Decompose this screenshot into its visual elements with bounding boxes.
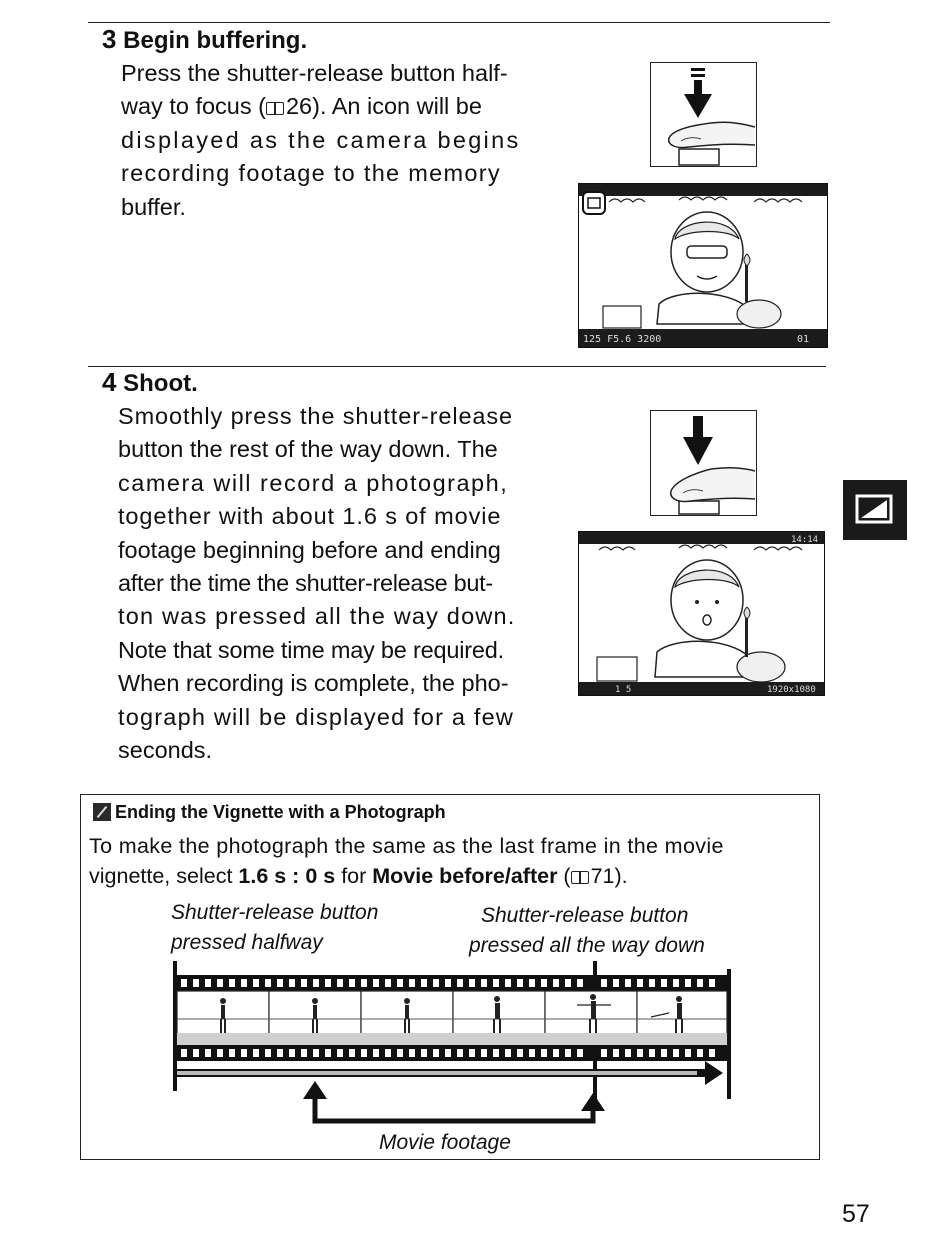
step4-line: Note that some time may be required.: [118, 636, 504, 663]
step4-title: Shoot.: [123, 370, 198, 397]
step4-line: tograph will be displayed for a few: [118, 703, 515, 730]
caption-line: Shutter-release button: [171, 901, 379, 924]
step4-line: ton was pressed all the way down.: [118, 603, 516, 630]
step3-line: displayed as the camera begins: [121, 126, 521, 153]
caption-line: pressed all the way down: [469, 934, 705, 957]
note-box: [80, 794, 820, 1160]
note-line: [89, 861, 815, 891]
step4-line: together with about 1.6 s of movie: [118, 503, 502, 530]
step3-title: Begin buffering.: [123, 27, 308, 54]
step3-rule: [88, 22, 830, 23]
step3-line: [121, 90, 521, 123]
step3-line: buffer.: [121, 193, 186, 220]
note-title-text: Ending the Vignette with a Photograph: [115, 802, 446, 822]
page-reference-link[interactable]: 71).: [590, 864, 628, 888]
step4-line: after the time the shutter-release but-: [118, 570, 493, 597]
buffering-status-text: 125 F5.6 3200: [583, 334, 662, 345]
half-press-illustration: [650, 62, 757, 167]
step3-text: [121, 57, 521, 224]
step3-line: recording footage to the memory: [121, 160, 501, 187]
step4-line: seconds.: [118, 737, 213, 764]
step4-text: [118, 400, 516, 767]
note-title: [93, 802, 446, 823]
shoot-bottom-left-text: 1 5: [615, 685, 632, 695]
note-text: [89, 831, 815, 891]
buffering-count-text: 01: [797, 334, 810, 345]
side-tab: [843, 480, 907, 540]
note-text-part: vignette, select: [89, 864, 239, 888]
step4-line: When recording is complete, the pho-: [118, 670, 509, 697]
shoot-time-text: 14:14: [791, 535, 819, 545]
shoot-resolution-text: 1920x1080: [767, 685, 816, 695]
note-text-part: (: [557, 864, 571, 888]
side-tab-icon: [843, 480, 907, 540]
pencil-note-icon: [93, 803, 111, 821]
step4-number: 4: [102, 367, 117, 397]
caption-halfway: [171, 898, 378, 958]
buffering-monitor: [578, 183, 828, 348]
note-setting-value: 1.6 s : 0 s: [238, 864, 336, 888]
step4-line: footage beginning before and ending: [118, 536, 501, 563]
caption-line: pressed halfway: [171, 931, 323, 954]
book-reference-icon: [571, 871, 589, 884]
shoot-monitor: [578, 531, 825, 696]
caption-all-the-way: [469, 901, 705, 961]
page-number: 57: [842, 1200, 870, 1228]
step3-line: Press the shutter-release button half-: [121, 60, 508, 86]
step3-line-part: way to focus (: [121, 93, 266, 120]
step3-line-part[interactable]: 26). An icon will be: [285, 93, 482, 120]
step4-line: camera will record a photograph,: [118, 469, 509, 496]
note-text-part: for: [335, 864, 373, 888]
step4-heading: [102, 368, 198, 398]
step3-number: 3: [102, 24, 117, 54]
step3-heading: [102, 25, 307, 55]
step4-line: Smoothly press the shutter-release: [118, 403, 514, 429]
step4-rule: [88, 366, 826, 367]
full-press-illustration: [650, 410, 757, 516]
note-menu-item: Movie before/after: [372, 864, 558, 888]
caption-movie-footage: Movie footage: [379, 1131, 511, 1154]
note-line: To make the photograph the same as the last frame in the movie: [89, 834, 724, 858]
step4-line: button the rest of the way down. The: [118, 436, 498, 463]
caption-line: Shutter-release button: [481, 904, 689, 927]
book-reference-icon: [266, 102, 284, 115]
